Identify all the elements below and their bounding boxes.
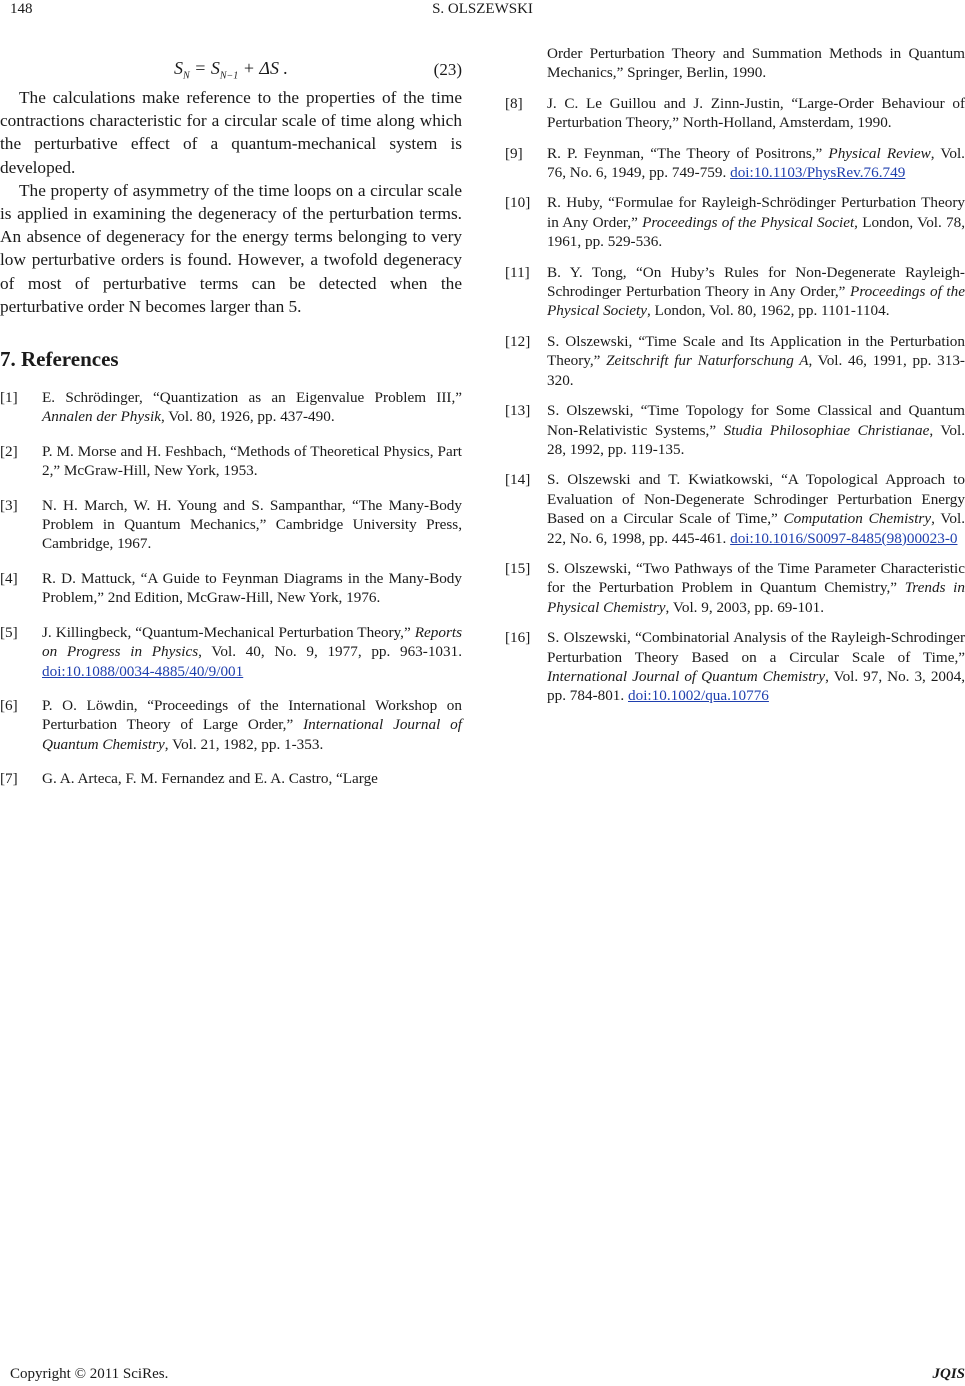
reference-text: J. Killingbeck, “Quantum-Mechanical Perturbation Theory,”	[42, 623, 415, 641]
left-column	[0, 50, 462, 804]
equation-23	[0, 50, 462, 86]
reference-item	[0, 623, 462, 681]
reference-number: [1]	[0, 389, 18, 407]
reference-journal-title: Annalen der Physik	[42, 408, 161, 426]
reference-item	[0, 442, 462, 481]
reference-doi-link[interactable]: doi:10.1088/0034-4885/40/9/001	[42, 662, 244, 680]
reference-details: , Vol. 46, 1991, pp. 313-320.	[547, 352, 965, 389]
page-number: 148	[10, 1, 33, 17]
copyright-notice: Copyright © 2011 SciRes.	[10, 1366, 169, 1382]
reference-item	[505, 559, 965, 617]
reference-item	[505, 332, 965, 390]
reference-details: , Vol. 80, 1926, pp. 437-490.	[160, 408, 335, 426]
section-heading-references: 7. References	[0, 347, 119, 372]
running-header-author: S. OLSZEWSKI	[432, 1, 533, 17]
reference-item	[505, 470, 965, 548]
reference-text: R. Huby, “Formulae for Rayleigh-Schrödinger Perturbation Theory in Any Order,”	[547, 194, 965, 231]
reference-item	[505, 144, 965, 183]
reference-doi-link[interactable]: doi:10.1103/PhysRev.76.749	[730, 164, 906, 182]
reference-journal-title: International Journal of Quantum Chemistry	[547, 667, 826, 685]
reference-details: , London, Vol. 80, 1962, pp. 1101-1104.	[646, 302, 890, 320]
reference-number: [7]	[0, 770, 18, 788]
reference-text: S. Olszewski and T. Kwiatkowski, “A Topological Approach to Evaluation of Non-Degenerate Schrodinger Perturbation Energy Based on a Circular Scale of Time,”	[547, 471, 965, 528]
paragraph-1: The calculations make reference to the properties of the time contractions characteristic for a circular scale of time along which the perturbative effect of a quantum-mechanical system is developed.	[0, 88, 462, 177]
reference-journal-title: Trends in Physical Chemistry	[547, 579, 965, 616]
reference-text: R. D. Mattuck, “A Guide to Feynman Diagrams in the Many-Body Problem,” 2nd Edition, McGraw-Hill, New York, 1976.	[42, 569, 462, 607]
reference-number: [6]	[0, 696, 18, 714]
reference-journal-title: Reports on Progress in Physics	[42, 623, 462, 661]
reference-text: R. P. Feynman, “The Theory of Positrons,”	[547, 144, 829, 162]
reference-journal-title: Physical Review	[828, 144, 931, 162]
reference-item	[0, 769, 462, 788]
reference-journal-title: Proceedings of the Physical Society	[547, 283, 965, 320]
reference-text: S. Olszewski, “Time Topology for Some Classical and Quantum Non-Relativistic Systems,”	[547, 402, 965, 439]
reference-item	[0, 496, 462, 554]
reference-item	[0, 569, 462, 608]
reference-number: [12]	[505, 332, 531, 350]
right-column	[505, 45, 965, 717]
reference-list-right	[505, 94, 965, 706]
reference-item	[505, 263, 965, 321]
reference-item	[0, 696, 462, 754]
reference-details: , Vol. 97, No. 3, 2004, pp. 784-801.	[547, 667, 965, 705]
reference-details: , London, Vol. 78, 1961, pp. 529-536.	[547, 213, 965, 251]
reference-text: G. A. Arteca, F. M. Fernandez and E. A. Castro, “Large	[42, 770, 378, 788]
reference-number: [15]	[505, 559, 531, 577]
reference-journal-title: International Journal of Quantum Chemistry	[42, 716, 462, 753]
reference-item	[505, 628, 965, 706]
reference-details: , Vol. 9, 2003, pp. 69-101.	[665, 598, 825, 616]
reference-number: [10]	[505, 194, 531, 212]
reference-journal-title: Studia Philosophiae Christianae	[723, 421, 930, 439]
reference-details: , Vol. 76, No. 6, 1949, pp. 749-759.	[547, 144, 965, 182]
reference-text: B. Y. Tong, “On Huby’s Rules for Non-Degenerate Rayleigh-Schrodinger Perturbation Theory in Any Order,”	[547, 263, 965, 301]
reference-item	[0, 388, 462, 427]
reference-number: [8]	[505, 94, 523, 112]
reference-journal-title: Proceedings of the Physical Societ	[642, 213, 855, 231]
reference-details: , Vol. 40, No. 9, 1977, pp. 963-1031.	[198, 643, 462, 661]
reference-doi-link[interactable]: doi:10.1016/S0097-8485(98)00023-0	[730, 529, 958, 547]
journal-abbrev: JQIS	[932, 1366, 965, 1382]
paragraph-2: The property of asymmetry of the time loops on a circular scale is applied in examining the degeneracy of the perturbation terms. An absence of degeneracy for the energy terms belonging to very low perturbative orders is found. However, a twofold degeneracy of most of perturbative terms can be detected when the perturbative order N becomes larger than 5.	[0, 180, 462, 316]
reference-text: P. M. Morse and H. Feshbach, “Methods of Theoretical Physics, Part 2,” McGraw-Hill, New York, 1953.	[42, 442, 462, 480]
reference-details: , Vol. 22, No. 6, 1998, pp. 445-461.	[547, 510, 965, 547]
reference-number: [14]	[505, 471, 531, 489]
reference-doi-link[interactable]: doi:10.1002/qua.10776	[628, 687, 769, 705]
reference-text: S. Olszewski, “Time Scale and Its Application in the Perturbation Theory,”	[547, 332, 965, 370]
reference-journal-title: Zeitschrift fur Naturforschung A	[606, 352, 809, 370]
reference-number: [5]	[0, 623, 18, 641]
reference-number: [4]	[0, 569, 18, 587]
reference-details: , Vol. 21, 1982, pp. 1-353.	[164, 735, 324, 753]
reference-text: S. Olszewski, “Combinatorial Analysis of the Rayleigh-Schrodinger Perturbation Theory Based on a Circular Scale of Time,”	[547, 629, 965, 666]
reference-item	[505, 193, 965, 251]
reference-number: [11]	[505, 263, 530, 281]
reference-list-left	[0, 388, 462, 789]
reference-details: , Vol. 28, 1992, pp. 119-135.	[547, 421, 965, 458]
reference-number: [13]	[505, 402, 531, 420]
reference-number: [16]	[505, 629, 531, 647]
reference-item	[505, 94, 965, 133]
reference-text: P. O. Löwdin, “Proceedings of the International Workshop on Perturbation Theory of Large Order,”	[42, 696, 462, 734]
equation-number: (23)	[433, 60, 462, 79]
reference-text: N. H. March, W. H. Young and S. Sampanthar, “The Many-Body Problem in Quantum Mechanics,” Cambridge University Press, Cambridge, 1967.	[42, 496, 462, 553]
reference-text: S. Olszewski, “Two Pathways of the Time Parameter Characteristic for the Perturbation Problem in Quantum Chemistry,”	[547, 559, 965, 597]
reference-journal-title: Computation Chemistry	[783, 510, 932, 528]
reference-item	[505, 401, 965, 459]
reference-number: [2]	[0, 442, 18, 460]
equation-formula: $S_N = S_{N-1} + \Delta S$ .	[174, 58, 288, 82]
reference-text: E. Schrödinger, “Quantization as an Eigenvalue Problem III,”	[42, 389, 462, 407]
reference-7-continuation: Order Perturbation Theory and Summation Methods in Quantum Mechanics,” Springer, Berlin, 1990.	[547, 45, 965, 82]
reference-text: J. C. Le Guillou and J. Zinn-Justin, “Large-Order Behaviour of Perturbation Theory,” North-Holland, Amsterdam, 1990.	[547, 94, 965, 132]
reference-number: [9]	[505, 144, 523, 162]
reference-number: [3]	[0, 496, 18, 514]
